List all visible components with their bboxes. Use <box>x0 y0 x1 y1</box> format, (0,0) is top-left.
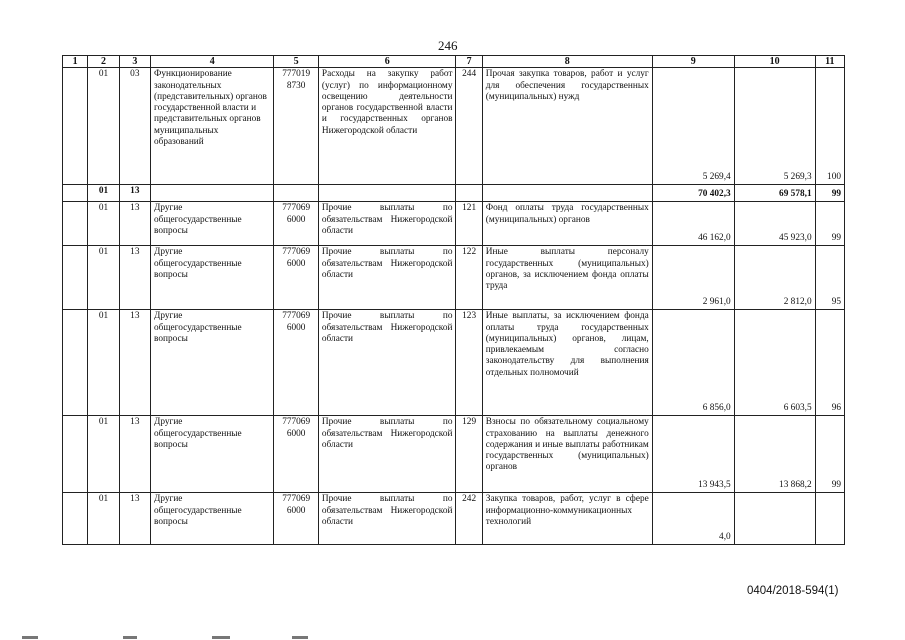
percent-cell <box>815 493 844 545</box>
percent-cell: 95 <box>815 246 844 310</box>
table-body <box>63 56 845 545</box>
expense-type-cell: 242 <box>456 493 482 545</box>
expense-type-cell: 121 <box>456 202 482 246</box>
planned-amount-cell: 2 961,0 <box>652 246 734 310</box>
section-name-cell: Другие общегосударственные вопросы <box>151 202 274 246</box>
planned-amount-cell: 6 856,0 <box>652 310 734 416</box>
expense-name-cell: Иные выплаты, за исключением фонда оплаты труда государственных (муниципальных) органов, лицам, привлекаемым согласно законодательству для выполнения отдельных полномочий <box>482 310 652 416</box>
scan-mark <box>212 636 230 639</box>
section-code-cell: 01 <box>88 310 119 416</box>
section-name-cell: Другие общегосударственные вопросы <box>151 493 274 545</box>
planned-amount-cell: 5 269,4 <box>652 68 734 185</box>
expense-name-cell: Иные выплаты персоналу государственных (муниципальных) органов, за исключением фонда оплаты труда <box>482 246 652 310</box>
planned-amount-cell: 13 943,5 <box>652 416 734 493</box>
article-name-cell <box>318 185 456 202</box>
column-header: 11 <box>815 56 844 68</box>
percent-cell: 100 <box>815 68 844 185</box>
section-code-cell: 01 <box>88 416 119 493</box>
row-index-cell <box>63 185 88 202</box>
executed-amount-cell: 5 269,3 <box>734 68 815 185</box>
section-name-cell: Другие общегосударственные вопросы <box>151 310 274 416</box>
subsection-code-cell: 13 <box>119 416 150 493</box>
row-index-cell <box>63 202 88 246</box>
column-header: 4 <box>151 56 274 68</box>
target-article-cell: 777069 6000 <box>274 493 319 545</box>
planned-amount-cell: 46 162,0 <box>652 202 734 246</box>
expense-type-cell: 123 <box>456 310 482 416</box>
section-code-cell: 01 <box>88 185 119 202</box>
target-article-cell <box>274 185 319 202</box>
target-article-cell: 777069 6000 <box>274 246 319 310</box>
header-row <box>63 56 845 68</box>
subsection-code-cell: 03 <box>119 68 150 185</box>
column-header: 5 <box>274 56 319 68</box>
article-name-cell: Прочие выплаты по обязательствам Нижегородской области <box>318 202 456 246</box>
table-row <box>63 202 845 246</box>
row-index-cell <box>63 68 88 185</box>
executed-amount-cell <box>734 493 815 545</box>
section-code-cell: 01 <box>88 493 119 545</box>
planned-amount-cell: 70 402,3 <box>652 185 734 202</box>
executed-amount-cell: 6 603,5 <box>734 310 815 416</box>
row-index-cell <box>63 416 88 493</box>
expense-type-cell: 244 <box>456 68 482 185</box>
expense-name-cell: Прочая закупка товаров, работ и услуг для обеспечения государственных (муниципальных) нужд <box>482 68 652 185</box>
table-row <box>63 310 845 416</box>
executed-amount-cell: 69 578,1 <box>734 185 815 202</box>
row-index-cell <box>63 493 88 545</box>
row-index-cell <box>63 246 88 310</box>
column-header: 1 <box>63 56 88 68</box>
page-number: 246 <box>438 38 458 53</box>
planned-amount-cell: 4,0 <box>652 493 734 545</box>
section-name-cell: Другие общегосударственные вопросы <box>151 246 274 310</box>
section-code-cell: 01 <box>88 202 119 246</box>
column-header: 7 <box>456 56 482 68</box>
row-index-cell <box>63 310 88 416</box>
article-name-cell: Прочие выплаты по обязательствам Нижегородской области <box>318 493 456 545</box>
percent-cell: 99 <box>815 416 844 493</box>
subsection-code-cell: 13 <box>119 246 150 310</box>
column-header: 10 <box>734 56 815 68</box>
expense-type-cell: 122 <box>456 246 482 310</box>
article-name-cell: Прочие выплаты по обязательствам Нижегородской области <box>318 416 456 493</box>
scan-mark <box>22 636 38 639</box>
expense-type-cell <box>456 185 482 202</box>
column-header: 9 <box>652 56 734 68</box>
section-name-cell: Функционирование законодательных (представительных) органов государственной власти и представительных органов муниципальных образований <box>151 68 274 185</box>
document-code: 0404/2018-594(1) <box>747 585 839 597</box>
expense-type-cell: 129 <box>456 416 482 493</box>
section-code-cell: 01 <box>88 246 119 310</box>
table-row <box>63 416 845 493</box>
total-row <box>63 185 845 202</box>
target-article-cell: 777069 6000 <box>274 310 319 416</box>
budget-table <box>62 55 845 545</box>
column-header: 8 <box>482 56 652 68</box>
table-row <box>63 493 845 545</box>
subsection-code-cell: 13 <box>119 310 150 416</box>
expense-name-cell <box>482 185 652 202</box>
scan-mark <box>123 636 137 639</box>
target-article-cell: 777069 6000 <box>274 416 319 493</box>
target-article-cell: 777069 6000 <box>274 202 319 246</box>
subsection-code-cell: 13 <box>119 202 150 246</box>
article-name-cell: Расходы на закупку работ (услуг) по информационному освещению деятельности органов государственной власти и государственных органов Нижегородской области <box>318 68 456 185</box>
section-code-cell: 01 <box>88 68 119 185</box>
subsection-code-cell: 13 <box>119 493 150 545</box>
expense-name-cell: Закупка товаров, работ, услуг в сфере информационно-коммуникационных технологий <box>482 493 652 545</box>
section-name-cell: Другие общегосударственные вопросы <box>151 416 274 493</box>
article-name-cell: Прочие выплаты по обязательствам Нижегородской области <box>318 246 456 310</box>
expense-name-cell: Взносы по обязательному социальному страхованию на выплаты денежного содержания и иные выплаты работникам государственных (муниципальных) органов <box>482 416 652 493</box>
target-article-cell: 777019 8730 <box>274 68 319 185</box>
subsection-code-cell: 13 <box>119 185 150 202</box>
scan-mark <box>292 636 308 639</box>
percent-cell: 99 <box>815 202 844 246</box>
column-header: 3 <box>119 56 150 68</box>
executed-amount-cell: 13 868,2 <box>734 416 815 493</box>
executed-amount-cell: 2 812,0 <box>734 246 815 310</box>
table-row <box>63 246 845 310</box>
section-name-cell <box>151 185 274 202</box>
percent-cell: 96 <box>815 310 844 416</box>
table-row <box>63 68 845 185</box>
column-header: 2 <box>88 56 119 68</box>
executed-amount-cell: 45 923,0 <box>734 202 815 246</box>
column-header: 6 <box>318 56 456 68</box>
article-name-cell: Прочие выплаты по обязательствам Нижегородской области <box>318 310 456 416</box>
percent-cell: 99 <box>815 185 844 202</box>
expense-name-cell: Фонд оплаты труда государственных (муниципальных) органов <box>482 202 652 246</box>
